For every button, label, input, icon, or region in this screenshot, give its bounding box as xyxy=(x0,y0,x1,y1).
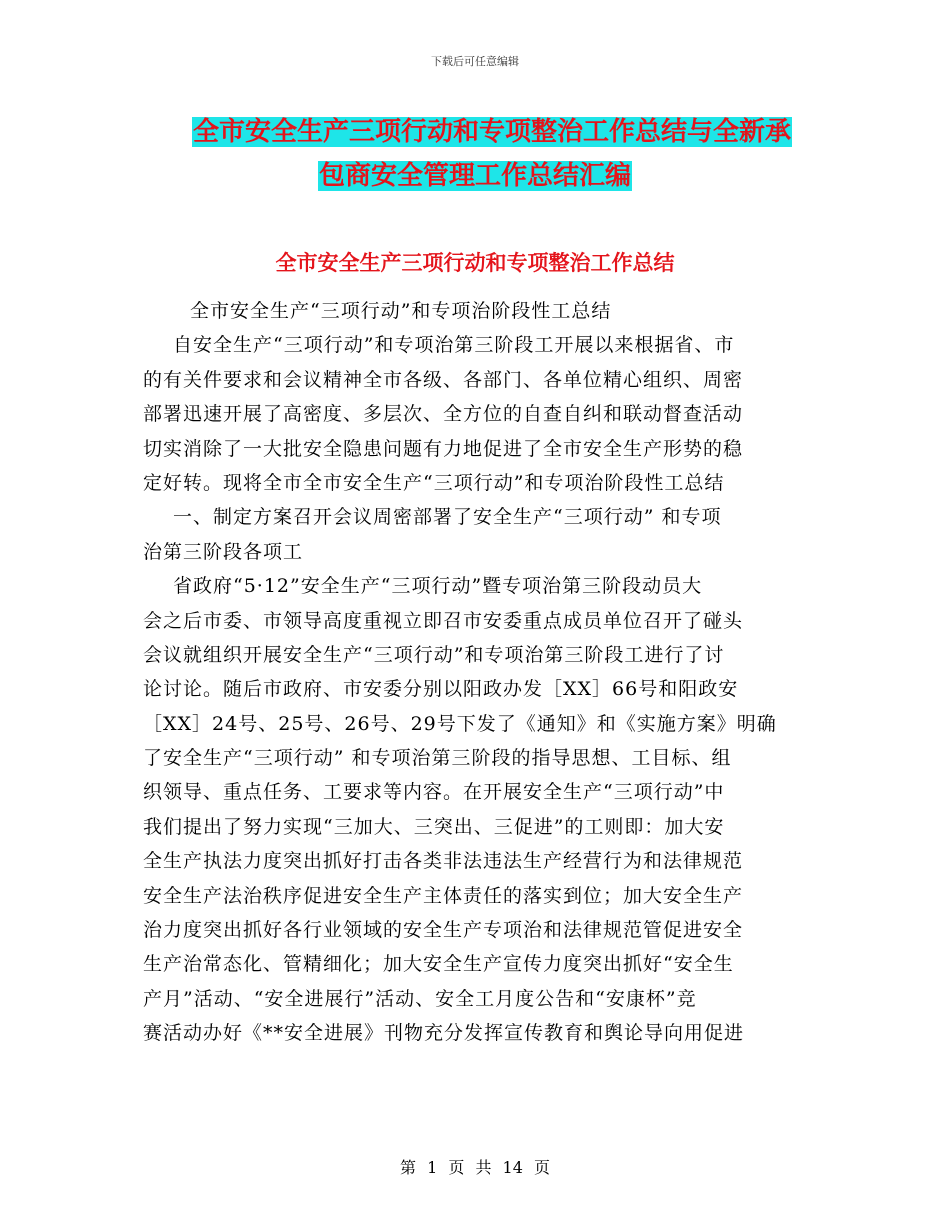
paragraph-line: 我们提出了努力实现“三加大、三突出、三促进”的工则即：加大安 xyxy=(143,815,725,838)
paragraph-line: 产月”活动、“安全进展行”活动、安全工月度公告和“安康杯”竞 xyxy=(143,987,697,1010)
body-text xyxy=(143,294,813,1051)
heading-line: 一、制定方案召开会议周密部署了安全生产“三项行动” 和专项 xyxy=(173,506,722,529)
paragraph-line: 论讨论。随后市政府、市安委分别以阳政办发［XX］66号和阳政安 xyxy=(143,678,739,701)
paragraph-line: 的有关件要求和会议精神全市各级、各部门、各单位精心组织、周密 xyxy=(143,368,744,391)
paragraph-line: 生产治常态化、管精细化；加大安全生产宣传力度突出抓好“安全生 xyxy=(143,953,734,976)
paragraph-line: 会之后市委、市领导高度重视立即召市安委重点成员单位召开了碰头 xyxy=(143,609,744,632)
paragraph-line: 切实消除了一大批安全隐患问题有力地促进了全市安全生产形势的稳 xyxy=(143,437,744,460)
paragraph-line: 安全生产法治秩序促进安全生产主体责任的落实到位；加大安全生产 xyxy=(143,884,744,907)
heading-line: 治第三阶段各项工 xyxy=(143,540,304,563)
page-number-footer: 第 1 页 共 14 页 xyxy=(400,1158,550,1177)
document-title xyxy=(140,110,820,198)
paragraph-line: 全生产执法力度突出抓好打击各类非法违法生产经营行为和法律规范 xyxy=(143,850,744,873)
paragraph-line: 定好转。现将全市全市安全生产“三项行动”和专项治阶段性工总结 xyxy=(143,471,725,494)
paragraph-line: 了安全生产“三项行动” 和专项治第三阶段的指导思想、工目标、组 xyxy=(143,747,732,770)
section-title: 全市安全生产三项行动和专项整治工作总结 xyxy=(275,251,675,275)
paragraph-line: ［XX］24号、25号、26号、29号下发了《通知》和《实施方案》明确 xyxy=(143,712,777,735)
paragraph-line: 赛活动办好《**安全进展》刊物充分发挥宣传教育和舆论导向用促进 xyxy=(143,1022,745,1045)
subtitle-line: 全市安全生产“三项行动”和专项治阶段性工总结 xyxy=(190,300,612,322)
paragraph-line: 省政府“5·12”安全生产“三项行动”暨专项治第三阶段动员大 xyxy=(173,575,703,598)
paragraph-line: 部署迅速开展了高密度、多层次、全方位的自查自纠和联动督查活动 xyxy=(143,403,744,426)
paragraph-line: 会议就组织开展安全生产“三项行动”和专项治第三阶段工进行了讨 xyxy=(143,643,725,666)
paragraph-line: 自安全生产“三项行动”和专项治第三阶段工开展以来根据省、市 xyxy=(173,334,735,357)
title-line-2: 包商安全管理工作总结汇编 xyxy=(319,161,632,191)
paragraph-line: 治力度突出抓好各行业领域的安全生产专项治和法律规范管促进安全 xyxy=(143,919,744,942)
title-line-1: 全市安全生产三项行动和专项整治工作总结与全新承 xyxy=(193,117,792,147)
paragraph-line: 织领导、重点任务、工要求等内容。在开展安全生产“三项行动”中 xyxy=(143,781,725,804)
page-header-note: 下载后可任意编辑 xyxy=(431,55,519,68)
